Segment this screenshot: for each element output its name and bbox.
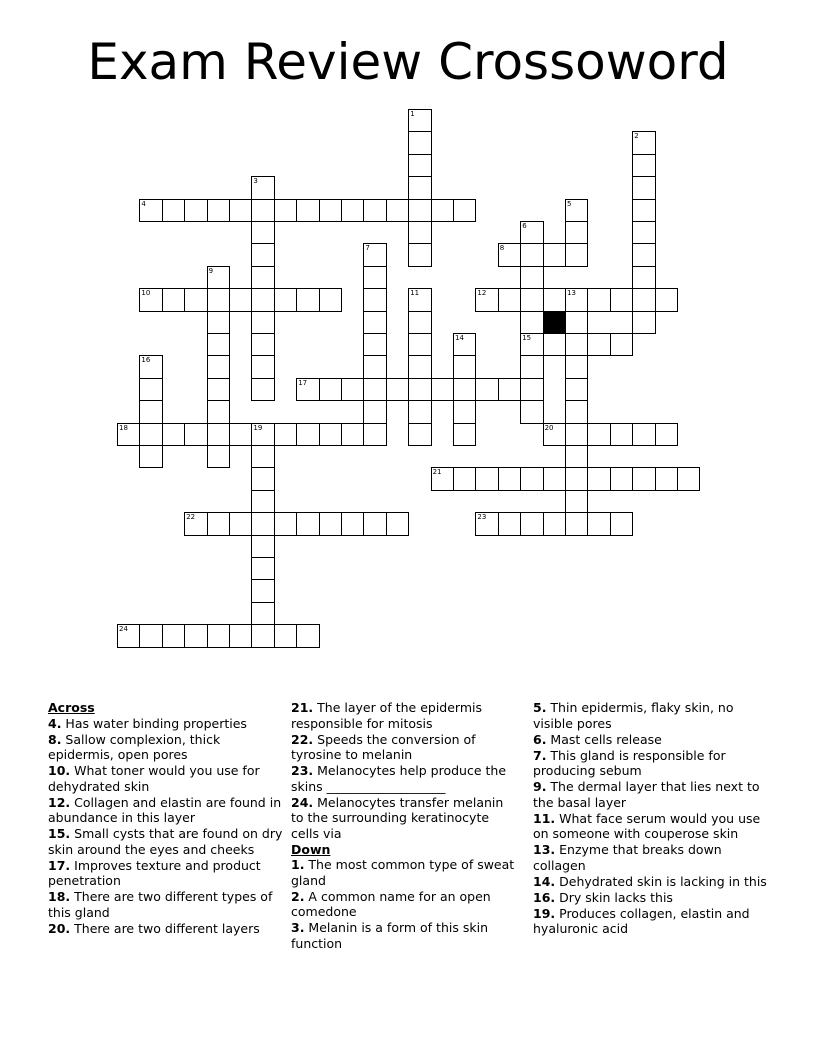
grid-cell[interactable]: [431, 378, 454, 401]
clue-item-number: 8.: [48, 731, 62, 747]
page-title: Exam Review Crossoword: [87, 33, 729, 91]
grid-cell[interactable]: [139, 423, 162, 446]
clue-number: 22: [186, 513, 196, 522]
grid-cell[interactable]: [408, 243, 431, 266]
grid-cell[interactable]: [520, 378, 543, 401]
grid-cell[interactable]: [363, 199, 386, 222]
grid-cell[interactable]: [408, 131, 431, 154]
grid-cell[interactable]: [274, 512, 297, 535]
clue-item: [48, 763, 283, 794]
clue-number: 4: [141, 199, 146, 208]
grid-cell[interactable]: [565, 467, 588, 490]
grid-cell[interactable]: [587, 467, 610, 490]
grid-cell[interactable]: [520, 400, 543, 423]
grid-cell[interactable]: [296, 199, 319, 222]
clue-item-text: The dermal layer that lies next to the basal layer: [533, 779, 760, 810]
grid-cell[interactable]: [632, 199, 655, 222]
grid-cell[interactable]: [184, 199, 207, 222]
grid-cell[interactable]: [632, 154, 655, 177]
clue-item-text: Improves texture and product penetration: [48, 857, 261, 888]
grid-cell[interactable]: [386, 378, 409, 401]
clue-item: [48, 716, 283, 732]
clue-number: 3: [253, 177, 258, 186]
grid-cell[interactable]: [565, 512, 588, 535]
grid-cell[interactable]: [274, 199, 297, 222]
clue-item-number: 16.: [533, 889, 556, 905]
clue-item: [48, 921, 283, 937]
clue-item: [533, 890, 773, 906]
grid-cell[interactable]: [408, 378, 431, 401]
clue-item: [533, 779, 773, 810]
grid-cell[interactable]: [207, 423, 230, 446]
grid-cell[interactable]: [587, 423, 610, 446]
grid-cell[interactable]: [498, 467, 521, 490]
grid-cell[interactable]: [207, 311, 230, 334]
grid-cell[interactable]: [251, 445, 274, 468]
grid-cell[interactable]: [453, 355, 476, 378]
clue-item-number: 22.: [291, 731, 314, 747]
grid-cell[interactable]: [565, 355, 588, 378]
grid-cell[interactable]: [363, 423, 386, 446]
grid-cell[interactable]: [207, 333, 230, 356]
clue-number: 8: [499, 244, 505, 253]
clue-item-text: A common name for an open comedone: [291, 888, 491, 919]
clue-number: 20: [544, 423, 554, 432]
grid-cell[interactable]: [162, 624, 185, 647]
grid-cell[interactable]: [139, 378, 162, 401]
clue-number: 12: [477, 289, 487, 298]
grid-cell[interactable]: [251, 288, 274, 311]
clue-item-number: 23.: [291, 763, 314, 778]
grid-cell[interactable]: [520, 355, 543, 378]
clue-heading-down: Down: [291, 841, 331, 857]
grid-cell[interactable]: [341, 378, 364, 401]
clue-number: 10: [141, 289, 151, 298]
grid-cell[interactable]: [184, 624, 207, 647]
clue-item-text: What toner would you use for dehydrated skin: [48, 763, 260, 794]
clue-item: [48, 732, 283, 763]
grid-cell[interactable]: [251, 467, 274, 490]
clue-item-text: Mast cells release: [546, 731, 662, 747]
grid-cell[interactable]: [341, 423, 364, 446]
clue-item-text: There are two different types of this gland: [48, 889, 273, 920]
grid-cell[interactable]: [251, 266, 274, 289]
grid-cell[interactable]: [319, 512, 342, 535]
clue-item: [291, 857, 519, 888]
clue-item: [533, 700, 773, 731]
grid-cell[interactable]: [386, 199, 409, 222]
grid-cell[interactable]: [475, 467, 498, 490]
clue-item: [533, 874, 773, 890]
grid-cell[interactable]: [251, 490, 274, 513]
grid-cell[interactable]: [632, 423, 655, 446]
grid-cell[interactable]: [251, 624, 274, 647]
grid-cell[interactable]: [251, 535, 274, 558]
clue-item-text: The most common type of sweat gland: [291, 857, 515, 888]
grid-cell[interactable]: [610, 333, 633, 356]
grid-cell[interactable]: [274, 423, 297, 446]
grid-cell[interactable]: [632, 288, 655, 311]
grid-cell[interactable]: [229, 288, 252, 311]
clue-item-text: Small cysts that are found on dry skin around the eyes and cheeks: [48, 826, 283, 857]
clue-item-text: Melanin is a form of this skin function: [291, 920, 488, 951]
clue-item-number: 18.: [48, 889, 71, 904]
grid-cell[interactable]: [655, 467, 678, 490]
grid-cell[interactable]: [341, 199, 364, 222]
clue-number: 13: [567, 289, 576, 298]
clue-item: [291, 763, 519, 794]
clue-number: 7: [365, 244, 370, 253]
grid-cell[interactable]: [408, 423, 431, 446]
grid-cell[interactable]: [207, 199, 230, 222]
clue-number: 5: [567, 199, 572, 208]
grid-cell[interactable]: [251, 199, 274, 222]
grid-cell[interactable]: [565, 243, 588, 266]
grid-cell[interactable]: [587, 512, 610, 535]
clue-item-text: Speeds the conversion of tyrosine to melanin: [291, 731, 476, 762]
clue-number: 6: [522, 222, 527, 230]
clues-column-2: [291, 700, 519, 952]
clue-item-number: 3.: [291, 920, 305, 935]
grid-cell[interactable]: [543, 333, 566, 356]
grid-cell[interactable]: [251, 602, 274, 625]
grid-cell[interactable]: [543, 288, 566, 311]
grid-cell[interactable]: [498, 512, 521, 535]
clue-item-number: 2.: [291, 888, 305, 904]
clue-item-text: Thin epidermis, flaky skin, no visible pores: [533, 700, 734, 731]
clue-item-number: 13.: [533, 842, 556, 857]
clue-number: 24: [119, 625, 128, 634]
grid-cell[interactable]: [408, 176, 431, 199]
grid-cell[interactable]: [207, 624, 230, 647]
clue-item: [533, 748, 773, 779]
grid-cell[interactable]: [453, 199, 476, 222]
clue-item-number: 19.: [533, 905, 556, 921]
grid-cell[interactable]: [520, 288, 543, 311]
grid-cell[interactable]: [565, 221, 588, 244]
grid-cell[interactable]: [251, 333, 274, 356]
grid-cell[interactable]: [207, 378, 230, 401]
grid-cell[interactable]: [565, 490, 588, 513]
grid-cell[interactable]: [632, 176, 655, 199]
clue-item-text: Sallow complexion, thick epidermis, open pores: [48, 731, 221, 762]
grid-cell[interactable]: [363, 333, 386, 356]
clue-number: 2: [634, 132, 639, 141]
grid-cell[interactable]: [498, 378, 521, 401]
grid-cell[interactable]: [565, 400, 588, 423]
grid-cell[interactable]: [408, 311, 431, 334]
black-cell: [543, 311, 566, 334]
grid-cell[interactable]: [632, 311, 655, 334]
grid-cell[interactable]: [565, 311, 588, 334]
grid-cell[interactable]: [408, 154, 431, 177]
grid-cell[interactable]: [229, 423, 252, 446]
grid-cell[interactable]: [363, 266, 386, 289]
grid-cell[interactable]: [655, 288, 678, 311]
grid-cell[interactable]: [677, 467, 700, 490]
grid-cell[interactable]: [251, 355, 274, 378]
grid-cell[interactable]: [251, 221, 274, 244]
grid-cell[interactable]: [229, 624, 252, 647]
grid-cell[interactable]: [363, 512, 386, 535]
grid-cell[interactable]: [610, 288, 633, 311]
clue-item-text: This gland is responsible for producing sebum: [533, 747, 726, 778]
clue-item: [291, 795, 519, 842]
clue-item-text: Enzyme that breaks down collagen: [533, 842, 722, 873]
grid-cell[interactable]: [475, 378, 498, 401]
grid-cell[interactable]: [565, 423, 588, 446]
grid-cell[interactable]: [251, 311, 274, 334]
grid-cell[interactable]: [520, 311, 543, 334]
clue-item-number: 15.: [48, 826, 71, 841]
clue-item-number: 12.: [48, 794, 71, 810]
grid-cell[interactable]: [610, 467, 633, 490]
clue-item: [533, 732, 773, 748]
grid-cell[interactable]: [162, 288, 185, 311]
grid-cell[interactable]: [363, 355, 386, 378]
grid-cell[interactable]: [408, 333, 431, 356]
grid-cell[interactable]: [363, 311, 386, 334]
grid-cell[interactable]: [543, 243, 566, 266]
clue-number: 14: [455, 334, 464, 342]
clue-item: [291, 920, 519, 951]
grid-cell[interactable]: [632, 221, 655, 244]
clue-item: [291, 700, 519, 731]
grid-cell[interactable]: [274, 624, 297, 647]
clues-column-1: [48, 700, 283, 937]
grid-cell[interactable]: [363, 288, 386, 311]
grid-cell[interactable]: [520, 266, 543, 289]
clue-number: 16: [141, 356, 151, 365]
clue-item: [533, 842, 773, 873]
grid-cell[interactable]: [296, 512, 319, 535]
grid-cell[interactable]: [229, 512, 252, 535]
grid-cell[interactable]: [632, 266, 655, 289]
clue-number: 18: [119, 423, 128, 432]
grid-cell[interactable]: [498, 288, 521, 311]
grid-cell[interactable]: [229, 199, 252, 222]
grid-cell[interactable]: [363, 378, 386, 401]
grid-cell[interactable]: [453, 378, 476, 401]
grid-cell[interactable]: [319, 288, 342, 311]
clue-item-number: 14.: [533, 873, 556, 889]
grid-cell[interactable]: [296, 423, 319, 446]
grid-cell[interactable]: [251, 579, 274, 602]
grid-cell[interactable]: [632, 467, 655, 490]
grid-cell[interactable]: [251, 512, 274, 535]
grid-cell[interactable]: [565, 333, 588, 356]
clue-item-text: There are two different layers: [70, 920, 260, 936]
grid-cell[interactable]: [251, 378, 274, 401]
grid-cell[interactable]: [139, 445, 162, 468]
clue-item-number: 20.: [48, 920, 71, 936]
clue-item-text: Melanocytes help produce the skins ___________________: [291, 763, 507, 794]
clue-item-number: 6.: [533, 731, 547, 747]
clue-number: 11: [410, 289, 420, 298]
clue-item-number: 24.: [291, 794, 314, 810]
grid-cell[interactable]: [520, 512, 543, 535]
clue-item-number: 21.: [291, 700, 314, 715]
grid-cell[interactable]: [655, 423, 678, 446]
clue-number: 9: [208, 266, 214, 275]
grid-cell[interactable]: [543, 512, 566, 535]
clue-number: 1: [410, 110, 415, 118]
clue-item-number: 4.: [48, 715, 62, 731]
grid-cell[interactable]: [207, 512, 230, 535]
clue-item-text: Has water binding properties: [61, 715, 247, 731]
grid-cell[interactable]: [139, 624, 162, 647]
clue-item: [48, 795, 283, 826]
grid-cell[interactable]: [520, 467, 543, 490]
clue-item-number: 11.: [533, 810, 556, 826]
clue-number: 19: [253, 423, 263, 432]
grid-cell[interactable]: [207, 288, 230, 311]
clue-number: 17: [298, 378, 308, 387]
grid-cell[interactable]: [453, 400, 476, 423]
clue-item-text: The layer of the epidermis responsible for mitosis: [291, 700, 482, 731]
clue-item-number: 1.: [291, 857, 305, 872]
clue-item-text: Produces collagen, elastin and hyaluronic acid: [533, 905, 750, 936]
grid-cell[interactable]: [207, 400, 230, 423]
grid-cell[interactable]: [319, 378, 342, 401]
grid-cell[interactable]: [139, 400, 162, 423]
grid-cell[interactable]: [184, 423, 207, 446]
clue-item: [291, 889, 519, 920]
clue-item: [48, 889, 283, 920]
clue-item-number: 9.: [533, 779, 547, 794]
clue-item-number: 7.: [533, 747, 547, 763]
grid-cell[interactable]: [610, 512, 633, 535]
grid-cell[interactable]: [341, 512, 364, 535]
grid-cell[interactable]: [207, 445, 230, 468]
clue-item-text: Melanocytes transfer melanin to the surrounding keratinocyte cells via: [291, 794, 504, 841]
clue-item: [291, 732, 519, 763]
grid-cell[interactable]: [184, 288, 207, 311]
grid-cell[interactable]: [162, 423, 185, 446]
clue-item-text: Collagen and elastin are found in abundance in this layer: [48, 794, 282, 825]
grid-cell[interactable]: [162, 199, 185, 222]
grid-cell[interactable]: [610, 423, 633, 446]
grid-cell[interactable]: [251, 243, 274, 266]
grid-cell[interactable]: [520, 243, 543, 266]
grid-cell[interactable]: [408, 199, 431, 222]
clue-item-text: Dehydrated skin is lacking in this: [555, 873, 767, 889]
clue-item-number: 5.: [533, 700, 547, 715]
grid-cell[interactable]: [408, 355, 431, 378]
grid-cell[interactable]: [587, 333, 610, 356]
grid-cell[interactable]: [543, 467, 566, 490]
clue-item: [48, 858, 283, 889]
grid-cell[interactable]: [386, 512, 409, 535]
clues-column-3: [533, 700, 773, 937]
grid-cell[interactable]: [363, 400, 386, 423]
grid-cell[interactable]: [565, 445, 588, 468]
clue-item-number: 17.: [48, 857, 71, 873]
clue-number: 23: [477, 513, 487, 522]
clue-item: [533, 906, 773, 937]
grid-cell[interactable]: [408, 400, 431, 423]
grid-cell[interactable]: [408, 221, 431, 244]
clue-item-text: What face serum would you use on someone with couperose skin: [533, 810, 761, 841]
clue-number: 21: [432, 468, 442, 477]
grid-cell[interactable]: [296, 624, 319, 647]
grid-cell[interactable]: [319, 423, 342, 446]
grid-cell[interactable]: [632, 243, 655, 266]
clue-item-text: Dry skin lacks this: [555, 889, 673, 905]
clue-heading-across: Across: [48, 700, 95, 715]
clue-item: [48, 826, 283, 857]
grid-cell[interactable]: [587, 288, 610, 311]
grid-cell[interactable]: [319, 199, 342, 222]
clue-item: [533, 811, 773, 842]
grid-cell[interactable]: [274, 288, 297, 311]
grid-cell[interactable]: [207, 355, 230, 378]
grid-cell[interactable]: [251, 557, 274, 580]
grid-cell[interactable]: [431, 199, 454, 222]
clue-number: 15: [522, 334, 532, 342]
clue-item-number: 10.: [48, 763, 71, 778]
grid-cell[interactable]: [453, 467, 476, 490]
grid-cell[interactable]: [453, 423, 476, 446]
grid-cell[interactable]: [296, 288, 319, 311]
grid-cell[interactable]: [565, 378, 588, 401]
